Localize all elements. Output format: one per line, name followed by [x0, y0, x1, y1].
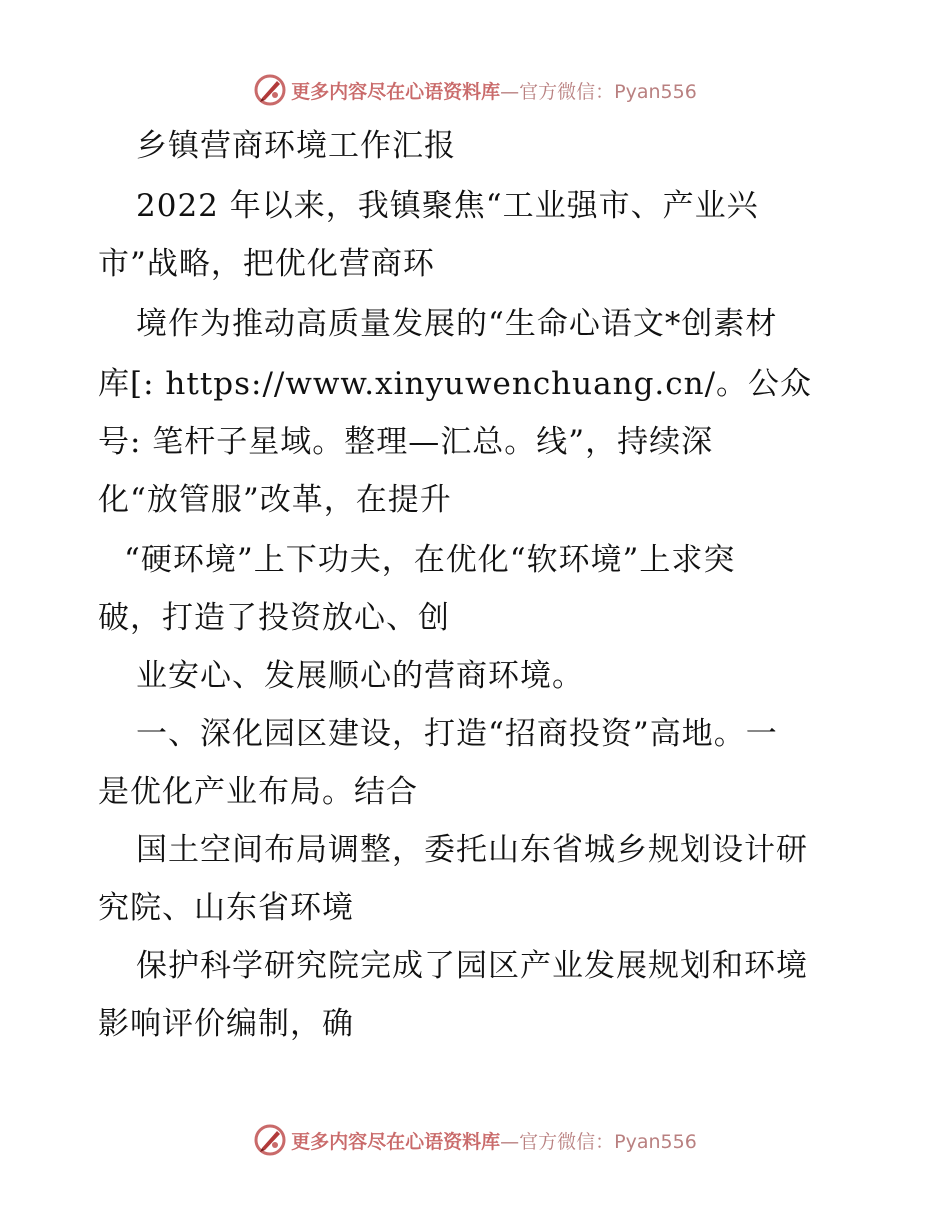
quill-pen-seal-icon — [253, 73, 287, 107]
paragraph-line: 2022 年以来，我镇聚焦“工业强市、产业兴 — [136, 188, 759, 224]
banner-brand-text: 更多内容尽在心语资料库 — [291, 80, 501, 103]
banner-contact-text: —官方微信：Pyan556 — [500, 80, 697, 103]
paragraph-line: 境作为推动高质量发展的“生命心语文*创素材 — [136, 306, 778, 342]
paragraph-line: 库[: https://www.xinyuwenchuang.cn/。公众 — [98, 366, 813, 402]
paragraph-line: 国土空间布局调整，委托山东省城乡规划设计研 — [136, 832, 808, 868]
paragraph-line: “硬环境”上下功夫，在优化“软环境”上求突 — [124, 542, 736, 578]
banner-contact-text: —官方微信：Pyan556 — [500, 1130, 697, 1153]
paragraph-line: 破，打造了投资放心、创 — [98, 600, 450, 636]
paragraph-line: 市”战略，把优化营商环 — [98, 246, 435, 282]
paragraph-line: 化“放管服”改革，在提升 — [98, 482, 452, 518]
paragraph-line: 保护科学研究院完成了园区产业发展规划和环境 — [136, 948, 808, 984]
header-watermark-banner — [0, 70, 950, 110]
banner-brand-text: 更多内容尽在心语资料库 — [291, 1130, 501, 1153]
quill-pen-seal-icon — [253, 1123, 287, 1157]
paragraph-line: 究院、山东省环境 — [98, 890, 354, 926]
document-title: 乡镇营商环境工作汇报 — [136, 128, 456, 164]
paragraph-line: 业安心、发展顺心的营商环境。 — [136, 658, 584, 694]
footer-watermark-banner — [0, 1120, 950, 1160]
paragraph-line: 是优化产业布局。结合 — [98, 774, 418, 810]
section-heading-line: 一、深化园区建设，打造“招商投资”高地。一 — [136, 716, 778, 752]
paragraph-line: 号: 笔杆子星域。整理—汇总。线”，持续深 — [98, 424, 714, 460]
paragraph-line: 影响评价编制，确 — [98, 1006, 354, 1042]
